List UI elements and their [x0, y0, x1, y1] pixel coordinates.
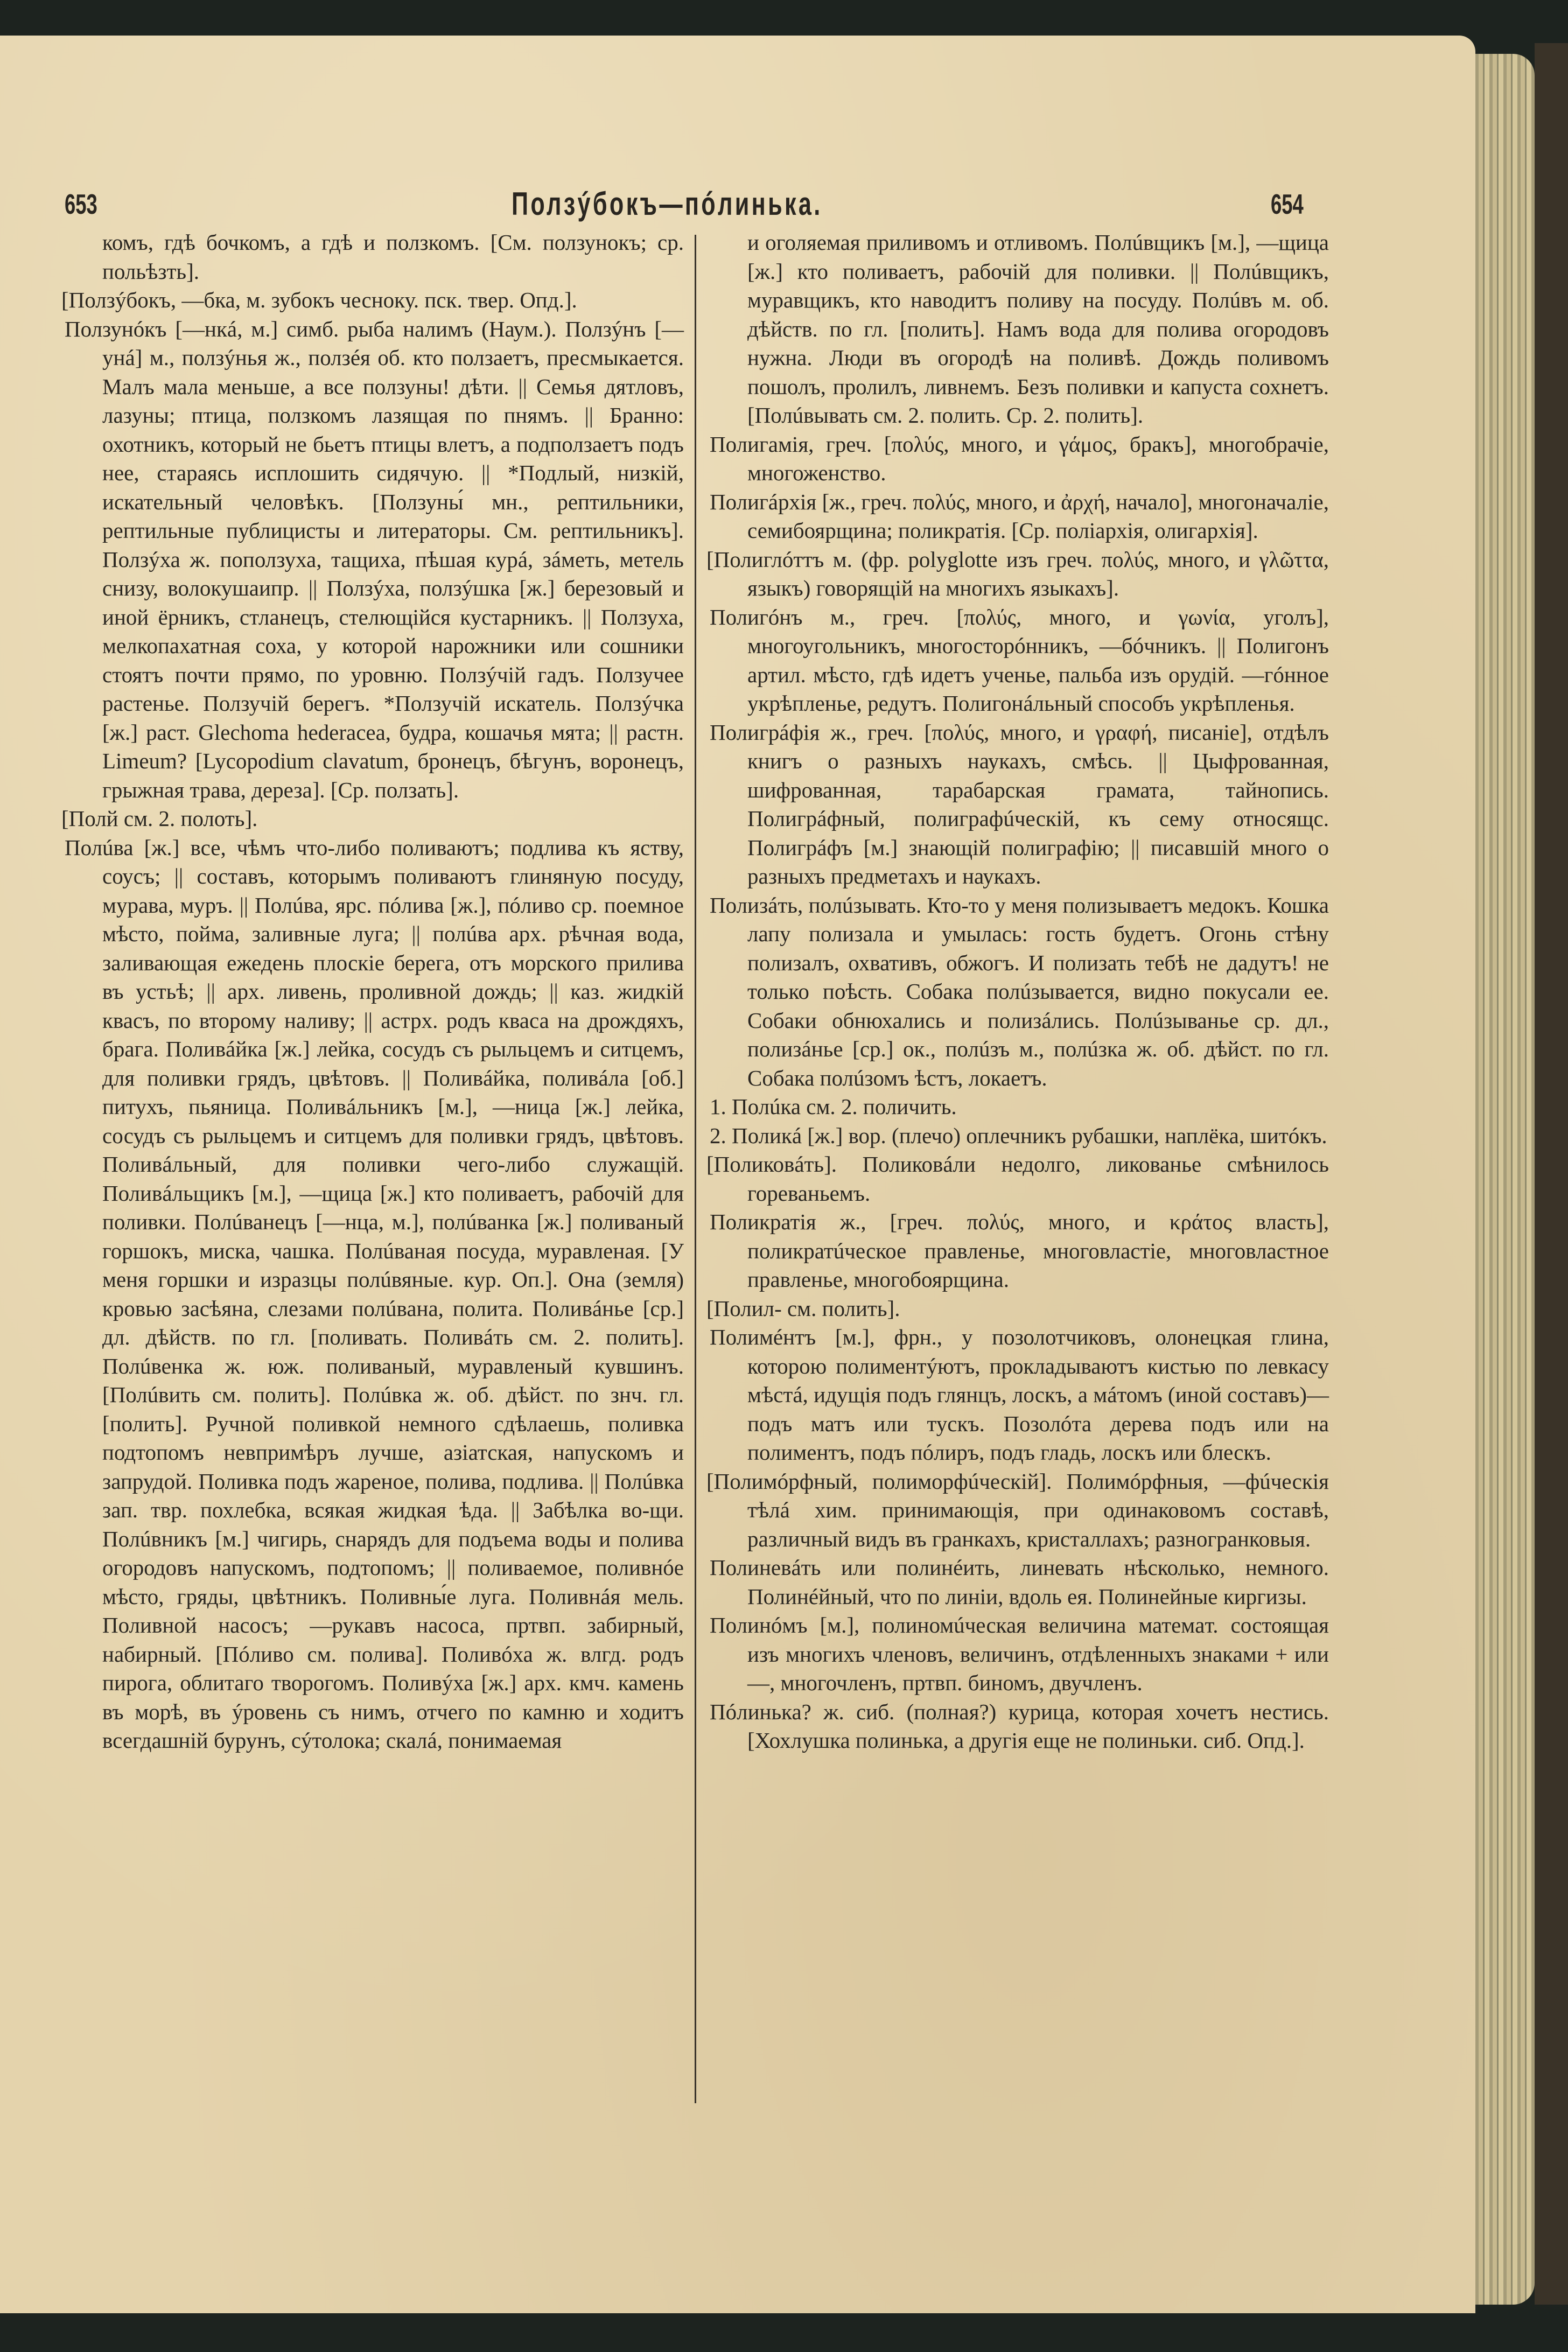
entry: [Ползýбокъ, —бка, м. зубокъ чесноку. пск. твер. Опд.]. — [61, 288, 577, 312]
entry: и оголяемая приливомъ и отливомъ. Полúвщикъ [м.], —щица [ж.] кто поливаетъ, рабочiй для поливки. || Полúвщикъ, муравщикъ, кто наводитъ поливу на посуду. Полúвъ м. об. дѣйств. по гл. [полить]. Намъ вода для полива огородовъ нужна. Люди въ огородѣ на поливѣ. Дождь поливомъ пошолъ, пролилъ, ливнемъ. Безъ поливки и капуста сохнетъ. [Полúвывать см. 2. полить. Ср. 2. полить]. — [747, 230, 1329, 428]
entry: Полигóнъ м., греч. [πολύς, много, и γωνία, уголъ], многоугольникъ, многосторóнникъ, —бóчникъ. || Полигонъ артил. мѣсто, гдѣ идетъ ученье, пальба изъ орудiй. —гóнное укрѣпленье, редутъ. Полигонáльный способъ укрѣпленья. — [710, 604, 1329, 716]
right-column — [706, 228, 1329, 1755]
entry: Полинóмъ [м.], полиномúческая величина матемaт. состоящая изъ многихъ членовъ, величинъ, отдѣленныхъ знаками + или —, многочленъ, пртвп. биномъ, двучленъ. — [710, 1613, 1329, 1695]
entry: Полигамiя, греч. [πολύς, много, и γάμος, бракъ], многобрачiе, многоженство. — [710, 431, 1329, 485]
entry: комъ, гдѣ бочкомъ, а гдѣ и ползкомъ. [См. ползунокъ; ср. польѣзть]. — [102, 230, 684, 284]
entry: [Полиглóттъ м. (фр. polyglotte изъ греч. πολύς, много, и γλῶττα, языкъ) говорящiй на многихъ языкахъ]. — [706, 547, 1329, 600]
entry: Полигáрхiя [ж., греч. πολύς, много, и ἀρχή, начало], многоначалiе, семибоярщина; поликратiя. [Ср. полiархiя, олигархiя]. — [710, 489, 1329, 543]
column-divider — [695, 235, 696, 2103]
book-cover-edge — [1535, 43, 1568, 2305]
page-edges — [1475, 54, 1535, 2305]
entry: Полизáть, полúзывать. Кто-то у меня полизываетъ медокъ. Кошка лапу полизала и умылась: гость будетъ. Огонь стѣну полизалъ, охвативъ, обжогъ. И полизать тебѣ не дадутъ! не только поѣсть. Собака полúзывается, видно покусали ее. Собаки обнюхались и полизáлись. Полúзыванье ср. дл., полизáнье [ср.] ок., полúзъ м., полúзка ж. об. дѣйст. по гл. Собака полúзомъ ѣстъ, локаетъ. — [710, 892, 1329, 1090]
left-column — [61, 228, 684, 1755]
page-header — [0, 143, 1475, 222]
running-head: Ползýбокъ—пóлинька. — [512, 186, 823, 222]
entry: Полимéнтъ [м.], фрн., у позолотчиковъ, олонецкая глина, которою полиментýютъ, прокладываютъ кистью по левкасу мѣстá, идущiя подъ глянцъ, лоскъ, а мáтомъ (иной составъ)—подъ матъ или тускъ. Позолóта дерева подъ или на полиментъ, подъ пóлиръ, подъ гладь, лоскъ или блескъ. — [710, 1325, 1329, 1465]
entry: 1. Полúка см. 2. поличить. — [710, 1094, 957, 1119]
entry: [Полил- см. полить]. — [706, 1296, 900, 1321]
dictionary-page — [0, 36, 1475, 2313]
entry: [Полй см. 2. полоть]. — [61, 806, 258, 831]
entry: Полúва [ж.] все, чѣмъ что-либо поливаютъ; подлива къ яству, соусъ; || составъ, которымъ поливаютъ глиняную посуду, мурава, муръ. || Полúва, ярс. пóлива [ж.], пóливо ср. поемное мѣсто, пойма, заливные луга; || полúва арх. рѣчная вода, заливающая ежедень плоскiе берега, отъ морского прилива въ устьѣ; || арх. ливень, проливной дождь; || каз. жидкiй квасъ, по второму наливу; || астрх. родъ кваса на дрождяхъ, брага. Поливáйка [ж.] лейка, сосудъ съ рыльцемъ и ситцемъ, для поливки грядъ, цвѣтовъ. || Поливáйка, поливáла [об.] питухъ, пьяница. Поливáльникъ [м.], —ница [ж.] лейка, сосудъ съ рыльцемъ и ситцемъ для поливки грядъ, цвѣтовъ. Поливáльный, для поливки чего-либо служащiй. Поливáльщикъ [м.], —щица [ж.] кто поливаетъ, рабочiй для поливки. Полúванецъ [—нца, м.], полúванка [ж.] поливаный горшокъ, миска, чашка. Полúваная посуда, муравленая. [У меня горшки и изразцы полúвяныe. кур. Оп.]. Она (земля) кровью засѣяна, слезами полúвана, полита. Поливáнье [ср.] дл. дѣйств. по гл. [поливать. Поливáть см. 2. полить]. Полúвенка ж. юж. поливаный, муравленый кувшинъ. [Полúвить см. полить]. Полúвка ж. об. дѣйст. по знч. гл. [полить]. Ручной поливкой немного сдѣлаешь, поливка подтопомъ невпримѣръ лучше, азiатская, напускомъ и запрудой. Поливка подъ жареное, полива, подлива. || Полúвка зап. твр. похлебка, всякая жидкая ѣда. || Забѣлка во-щи. Полúвникъ [м.] чигирь, снарядъ для подъема воды и полива огородовъ напускомъ, подтопомъ; || поливаемое, поливнóе мѣсто, гряды, цвѣтникъ. Поливны́е луга. Поливнáя мель. Поливной насосъ; —рукавъ насоса, пртвп. забирный, набирный. [Пóливо см. полива]. Поливóха ж. влгд. родъ пирога, облитаго творогомъ. Поливýха [ж.] арх. кмч. камень въ морѣ, въ ýровень съ нимъ, отчего по камню и ходитъ всегдашнiй бурунъ, сýтолока; скалá, понимаемая — [65, 835, 684, 1753]
entry: [Поликовáть]. Поликовáли недолго, ликованье смѣнилось гореваньемъ. — [706, 1152, 1329, 1206]
entry: Полиневáть или полинéить, линевать нѣсколько, немного. Полинéйный, что по линiи, вдоль ея. Полинейные киргизы. — [710, 1555, 1329, 1609]
entry: Пóлинька? ж. сиб. (полная?) курица, которая хочетъ нестись. [Хохлушка полинька, а другiя еще не полиньки. сиб. Опд.]. — [710, 1699, 1329, 1753]
entry: Ползунóкъ [—нкá, м.] симб. рыба налимъ (Наум.). Ползýнъ [—унá] м., ползýнья ж., ползéя об. кто ползаетъ, пресмыкается. Малъ мала меньше, а все ползуны! дѣти. || Семья дятловъ, лазуны; птица, ползкомъ лазящая по пнямъ. || Бранно: охотникъ, который не бьетъ птицы влетъ, а подползаетъ подъ нее, стараясь исплошить сидячую. || *Подлый, низкiй, искательный человѣкъ. [Ползуны́ мн., рептильники, рептильные публицисты и литераторы. См. рептильникъ]. Ползýха ж. поползуха, тащиха, пѣшая курá, зáметь, метель снизу, волокушаипр. || Ползýха, ползýшка [ж.] березовый и иной ёрникъ, стланецъ, стелющiйся кустарникъ. || Ползуха, мелкопахатная соха, у которой нарожники или сошники стоятъ почти прямо, по уровню. Ползýчiй гадъ. Ползучее растенье. Ползучiй берегъ. *Ползучiй искатель. Ползýчка [ж.] раст. Glechoma hederacea, будра, кошачья мята; || растн. Limeum? [Lycopodium clavatum, бронецъ, бѣгунъ, воронецъ, грыжная трава, дереза]. [Ср. ползать]. — [65, 316, 684, 802]
page-number-right: 654 — [1271, 189, 1304, 220]
entry: Полигрáфiя ж., греч. [πολύς, много, и γραφή, писанiе], отдѣлъ книгъ о разныхъ наукахъ, смѣсь. || Цыфрованная, шифрованная, тарабарская грамата, тайнопись. Полигрáфный, полиграфúческiй, къ сему относящс. Полигрáфъ [м.] знающiй полиграфiю; || писавшiй много о разныхъ предметахъ и наукахъ. — [710, 719, 1329, 888]
page-number-left: 653 — [65, 189, 97, 220]
entry: 2. Поликá [ж.] вор. (плечо) оплечникъ рубашки, наплёка, шитóкъ. — [710, 1123, 1327, 1148]
entry: Поликратiя ж., [греч. πολύς, много, и κράτος власть], поликратúческое правленье, многовластiе, многовластное правленье, многобоярщина. — [710, 1209, 1329, 1292]
entry: [Полимóрфный, полиморфúческiй]. Полимóрфныя, —фúческiя тѣлá хим. принимающiя, при одинаковомъ составѣ, различный видъ въ гранкахъ, кристаллахъ; разногранковыя. — [706, 1468, 1329, 1551]
